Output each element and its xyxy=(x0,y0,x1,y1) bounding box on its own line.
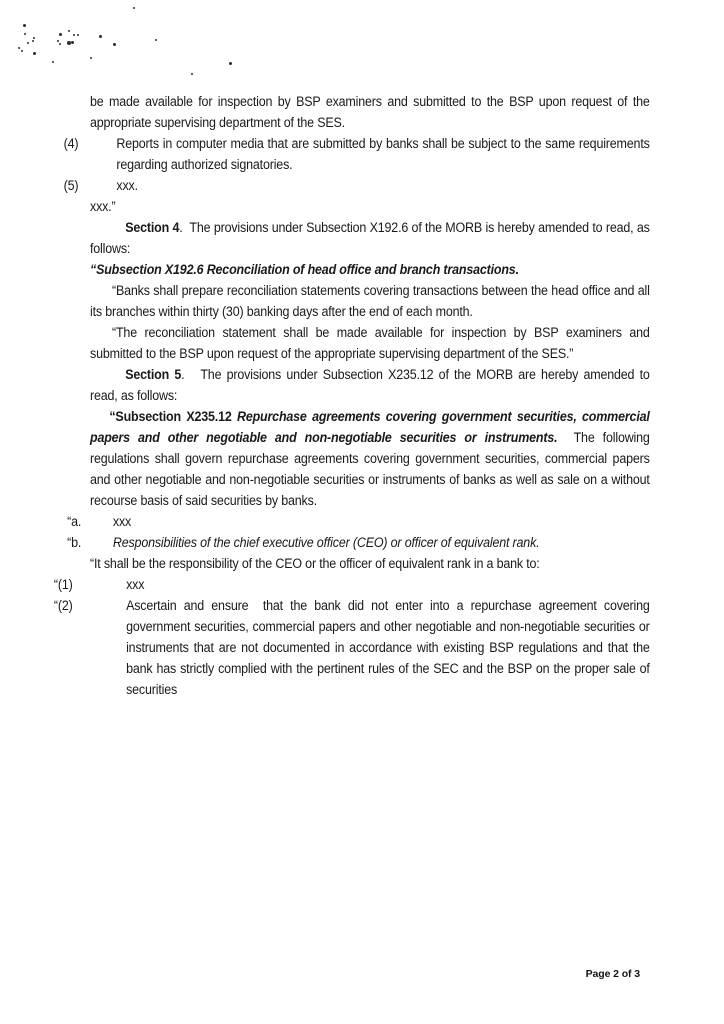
item-b-marker: “b. xyxy=(67,535,82,551)
item-1-text: xxx xyxy=(126,577,145,593)
subsection-x235-label: “Subsection X235.12 xyxy=(109,409,237,425)
subsection-x192-heading: “Subsection X192.6 Reconciliation of head office and branch transactions. xyxy=(90,262,519,278)
document-content xyxy=(53,92,650,701)
section-5-text: . The provisions under Subsection X235.12 of the MORB are hereby amended to read, as follows: xyxy=(90,367,650,404)
item-1-marker: “(1) xyxy=(53,577,73,593)
x192-paragraph-1: “Banks shall prepare reconciliation statements covering transactions between the head office and all its branches within thirty (30) banking days after the end of each month. xyxy=(90,283,650,320)
section-4-text: . The provisions under Subsection X192.6 of the MORB is hereby amended to read, as follows: xyxy=(90,220,650,257)
ceo-responsibility-intro: “It shall be the responsibility of the CEO or the officer of equivalent rank in a bank to: xyxy=(90,556,540,572)
subsection-x235-text: The following regulations shall govern repurchase agreements covering government securities, commercial papers and other negotiable and non-negotiable securities or instruments of banks as well as sale on a without recourse basis of said securities by banks. xyxy=(90,430,650,509)
item-1 xyxy=(53,575,650,596)
subsection-x235-title: Repurchase agreements covering government securities, commercial papers and other negotiable and non-negotiable securities or instruments. xyxy=(90,409,650,446)
item-b-text: Responsibilities of the chief executive officer (CEO) or officer of equivalent rank. xyxy=(112,535,540,551)
item-2 xyxy=(53,596,650,701)
clause-4-text: Reports in computer media that are submitted by banks shall be subject to the same requirements regarding authorized signatories. xyxy=(116,136,650,173)
clause-4 xyxy=(63,134,650,176)
item-a-marker: “a. xyxy=(67,514,82,530)
x192-paragraph-2: “The reconciliation statement shall be made available for inspection by BSP examiners and submitted to the BSP upon request of the appropriate supervising department of the SES.” xyxy=(90,325,650,362)
section-4-label: Section 4 xyxy=(125,220,180,236)
clause-3-continuation: be made available for inspection by BSP examiners and submitted to the BSP upon request of the appropriate supervising department of the SES. xyxy=(90,94,650,131)
clause-5-text: xxx. xyxy=(116,178,138,194)
item-a xyxy=(67,512,650,533)
item-2-text: Ascertain and ensure that the bank did not enter into a repurchase agreement covering government securities, commercial papers and other negotiable and non-negotiable securities or instruments that are not documented in accordance with existing BSP regulations and that the bank has strictly complied with the pertinent rules of the SEC and the BSP on the proper sale of securities xyxy=(126,598,650,698)
item-2-marker: “(2) xyxy=(53,598,73,614)
clause-5 xyxy=(63,176,650,197)
item-b xyxy=(67,533,650,554)
clause-4-marker: (4) xyxy=(63,136,79,152)
item-a-text: xxx xyxy=(112,514,132,530)
subsection-x235-paragraph xyxy=(90,407,650,512)
closing-xxx: xxx.” xyxy=(90,199,116,215)
section-5-paragraph xyxy=(90,365,650,407)
section-5-label: Section 5 xyxy=(125,367,182,383)
clause-5-marker: (5) xyxy=(63,178,79,194)
section-4-paragraph xyxy=(90,218,650,260)
page-number: Page 2 of 3 xyxy=(585,968,640,980)
